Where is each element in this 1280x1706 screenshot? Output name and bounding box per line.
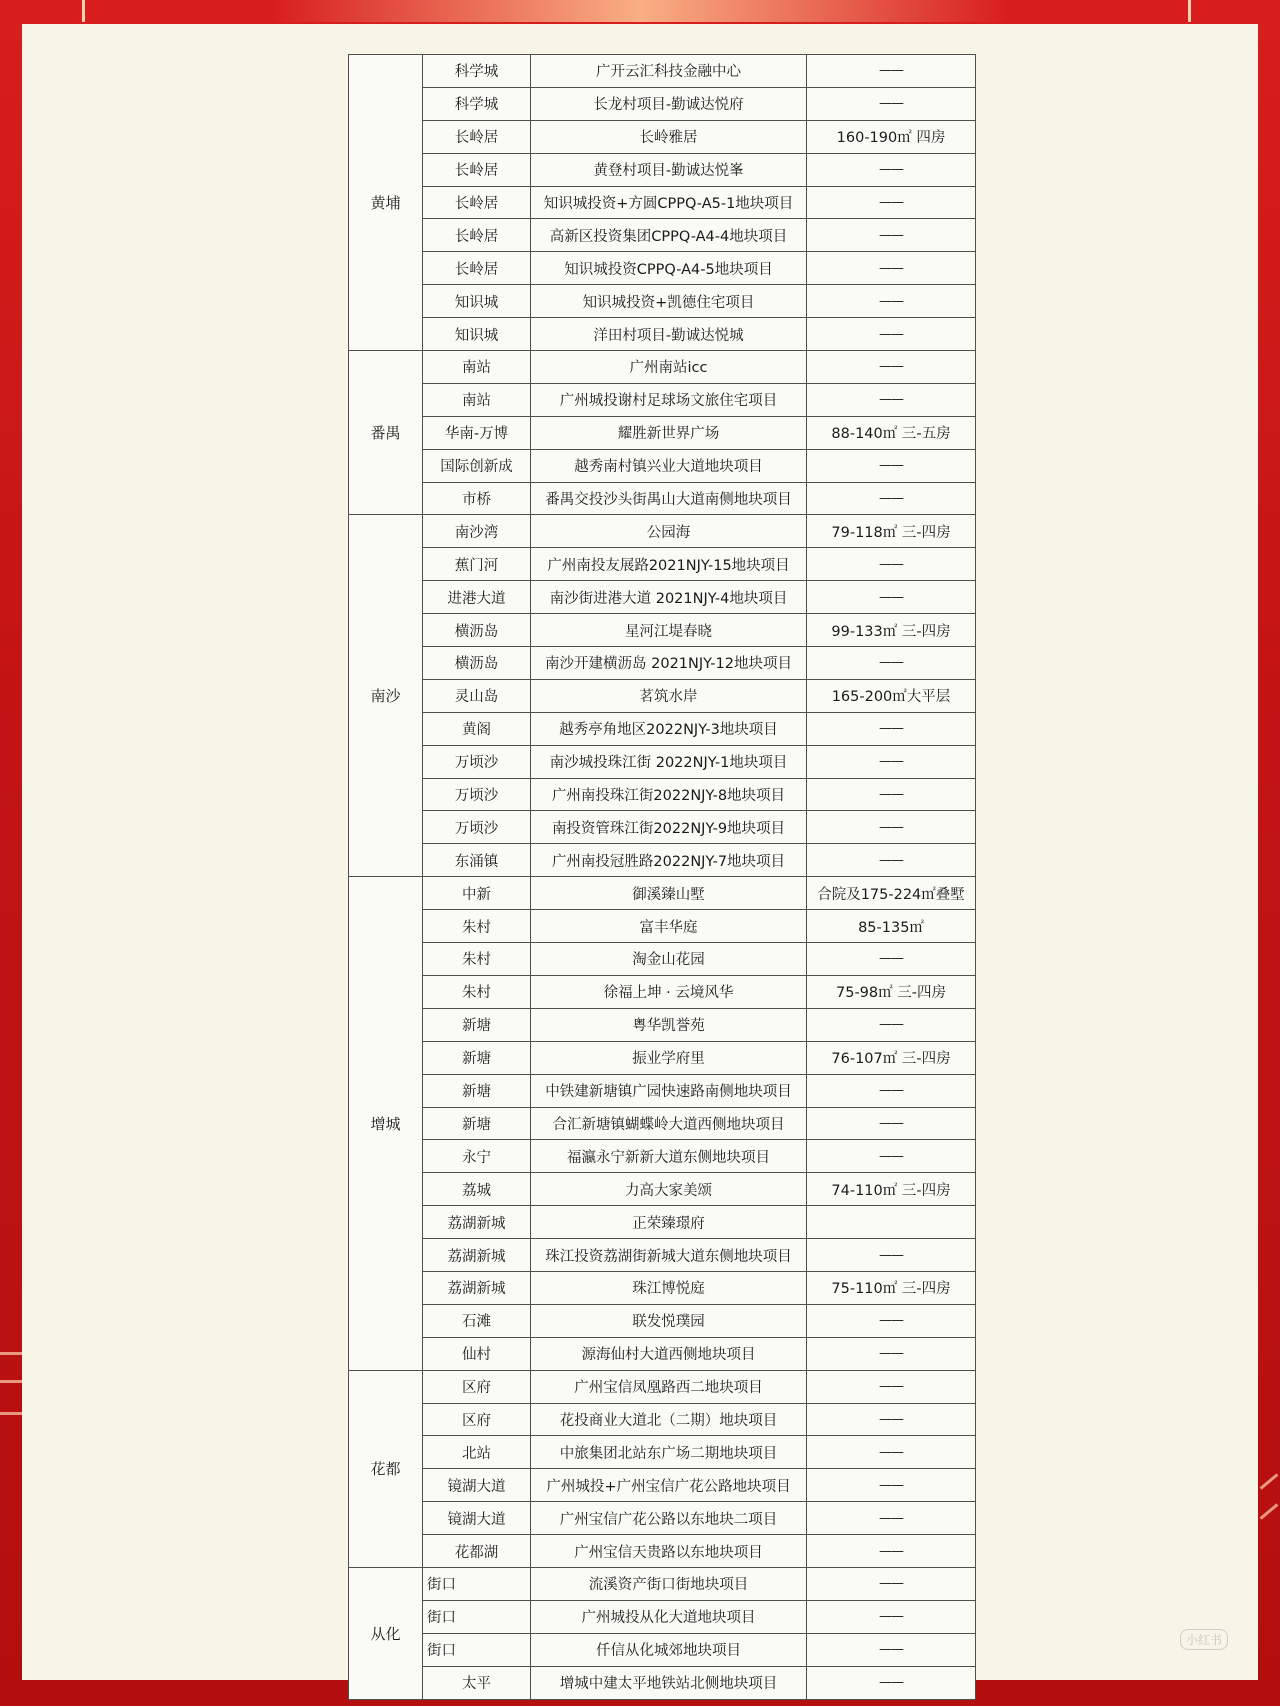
table-row	[349, 1403, 976, 1436]
project-cell: 广州宝信凤凰路西二地块项目	[531, 1370, 807, 1403]
project-table	[348, 54, 976, 1700]
size-cell: ——	[807, 1600, 976, 1633]
project-cell: 合汇新塘镇蝴蝶岭大道西侧地块项目	[531, 1107, 807, 1140]
project-cell: 知识城投资+凯德住宅项目	[531, 285, 807, 318]
table-row	[349, 844, 976, 877]
project-cell: 南投资管珠江街2022NJY-9地块项目	[531, 811, 807, 844]
area-cell: 国际创新成	[423, 449, 531, 482]
size-cell: 99-133㎡ 三-四房	[807, 614, 976, 647]
project-cell: 南沙开建横沥岛 2021NJY-12地块项目	[531, 647, 807, 680]
area-cell: 长岭居	[423, 120, 531, 153]
table-row	[349, 811, 976, 844]
project-cell: 广州城投+广州宝信广花公路地块项目	[531, 1469, 807, 1502]
project-cell: 广州宝信广花公路以东地块二项目	[531, 1502, 807, 1535]
table-row	[349, 1206, 976, 1239]
size-cell: 165-200㎡大平层	[807, 679, 976, 712]
project-cell: 粤华凯誉苑	[531, 1008, 807, 1041]
area-cell: 万顷沙	[423, 778, 531, 811]
size-cell: 85-135㎡	[807, 910, 976, 943]
project-cell: 广州南投友展路2021NJY-15地块项目	[531, 548, 807, 581]
table-row	[349, 1535, 976, 1568]
project-cell: 富丰华庭	[531, 910, 807, 943]
project-cell: 增城中建太平地铁站北侧地块项目	[531, 1666, 807, 1699]
size-cell: ——	[807, 778, 976, 811]
size-cell: ——	[807, 1567, 976, 1600]
table-row	[349, 679, 976, 712]
project-cell: 高新区投资集团CPPQ-A4-4地块项目	[531, 219, 807, 252]
project-cell: 长岭雅居	[531, 120, 807, 153]
size-cell: ——	[807, 548, 976, 581]
table-row	[349, 1173, 976, 1206]
table-row	[349, 975, 976, 1008]
area-cell: 北站	[423, 1436, 531, 1469]
district-cell: 增城	[349, 877, 423, 1370]
project-table-body	[349, 55, 976, 1700]
table-row	[349, 1502, 976, 1535]
table-row	[349, 1074, 976, 1107]
size-cell: ——	[807, 482, 976, 515]
size-cell: ——	[807, 1370, 976, 1403]
area-cell: 东涌镇	[423, 844, 531, 877]
area-cell: 万顷沙	[423, 811, 531, 844]
table-row	[349, 1008, 976, 1041]
table-row	[349, 449, 976, 482]
size-cell: ——	[807, 844, 976, 877]
table-row	[349, 1304, 976, 1337]
area-cell: 横沥岛	[423, 614, 531, 647]
area-cell: 街口	[423, 1633, 531, 1666]
area-cell: 华南-万博	[423, 416, 531, 449]
area-cell: 黄阁	[423, 712, 531, 745]
project-cell: 仟信从化城郊地块项目	[531, 1633, 807, 1666]
area-cell: 中新	[423, 877, 531, 910]
table-row	[349, 1600, 976, 1633]
area-cell: 新塘	[423, 1008, 531, 1041]
size-cell: 76-107㎡ 三-四房	[807, 1041, 976, 1074]
area-cell: 朱村	[423, 943, 531, 976]
size-cell: ——	[807, 383, 976, 416]
project-cell: 星河江堤春晓	[531, 614, 807, 647]
size-cell: ——	[807, 1535, 976, 1568]
table-row	[349, 943, 976, 976]
size-cell: ——	[807, 1140, 976, 1173]
size-cell: ——	[807, 745, 976, 778]
project-cell: 广州城投谢村足球场文旅住宅项目	[531, 383, 807, 416]
project-cell: 番禺交投沙头街禺山大道南侧地块项目	[531, 482, 807, 515]
size-cell: ——	[807, 153, 976, 186]
table-row	[349, 1107, 976, 1140]
project-cell: 广州城投从化大道地块项目	[531, 1600, 807, 1633]
area-cell: 镜湖大道	[423, 1469, 531, 1502]
project-cell: 福瀛永宁新新大道东侧地块项目	[531, 1140, 807, 1173]
table-row	[349, 87, 976, 120]
content-panel	[22, 24, 1258, 1693]
table-row	[349, 1370, 976, 1403]
project-cell: 淘金山花园	[531, 943, 807, 976]
area-cell: 南沙湾	[423, 515, 531, 548]
area-cell: 知识城	[423, 318, 531, 351]
area-cell: 新塘	[423, 1041, 531, 1074]
project-cell: 花投商业大道北（二期）地块项目	[531, 1403, 807, 1436]
project-cell: 御溪臻山墅	[531, 877, 807, 910]
area-cell: 区府	[423, 1370, 531, 1403]
project-cell: 广州宝信天贵路以东地块项目	[531, 1535, 807, 1568]
project-cell: 振业学府里	[531, 1041, 807, 1074]
project-cell: 正荣臻璟府	[531, 1206, 807, 1239]
project-cell: 珠江博悦庭	[531, 1271, 807, 1304]
right-stripe-decoration	[1260, 1503, 1279, 1519]
size-cell: ——	[807, 1304, 976, 1337]
table-row	[349, 219, 976, 252]
size-cell: ——	[807, 581, 976, 614]
table-row	[349, 1140, 976, 1173]
table-row	[349, 153, 976, 186]
watermark-badge: 小红书	[1180, 1629, 1228, 1650]
project-cell: 知识城投资CPPQ-A4-5地块项目	[531, 252, 807, 285]
area-cell: 花都湖	[423, 1535, 531, 1568]
frame-line-top	[82, 0, 85, 22]
size-cell: ——	[807, 1239, 976, 1272]
size-cell: ——	[807, 318, 976, 351]
size-cell: 88-140㎡ 三-五房	[807, 416, 976, 449]
project-cell: 公园海	[531, 515, 807, 548]
size-cell: 75-98㎡ 三-四房	[807, 975, 976, 1008]
project-cell: 耀胜新世界广场	[531, 416, 807, 449]
project-cell: 中旅集团北站东广场二期地块项目	[531, 1436, 807, 1469]
area-cell: 灵山岛	[423, 679, 531, 712]
size-cell	[807, 1206, 976, 1239]
size-cell: ——	[807, 1074, 976, 1107]
size-cell: ——	[807, 1633, 976, 1666]
table-row	[349, 548, 976, 581]
size-cell: ——	[807, 55, 976, 88]
area-cell: 朱村	[423, 975, 531, 1008]
size-cell: ——	[807, 1107, 976, 1140]
size-cell: 合院及175-224㎡叠墅	[807, 877, 976, 910]
size-cell: ——	[807, 1469, 976, 1502]
right-stripe-decoration	[1260, 1473, 1279, 1489]
table-row	[349, 186, 976, 219]
size-cell: ——	[807, 1502, 976, 1535]
left-stripe-decoration	[0, 1380, 22, 1383]
table-row	[349, 581, 976, 614]
size-cell: 75-110㎡ 三-四房	[807, 1271, 976, 1304]
area-cell: 永宁	[423, 1140, 531, 1173]
table-row	[349, 383, 976, 416]
project-cell: 联发悦璞园	[531, 1304, 807, 1337]
table-row	[349, 285, 976, 318]
area-cell: 蕉门河	[423, 548, 531, 581]
size-cell: 160-190㎡ 四房	[807, 120, 976, 153]
area-cell: 荔湖新城	[423, 1271, 531, 1304]
area-cell: 进港大道	[423, 581, 531, 614]
project-cell: 茗筑水岸	[531, 679, 807, 712]
project-cell: 力高大家美颂	[531, 1173, 807, 1206]
size-cell: ——	[807, 647, 976, 680]
area-cell: 科学城	[423, 87, 531, 120]
area-cell: 长岭居	[423, 153, 531, 186]
table-row	[349, 614, 976, 647]
project-cell: 中铁建新塘镇广园快速路南侧地块项目	[531, 1074, 807, 1107]
area-cell: 长岭居	[423, 219, 531, 252]
table-row	[349, 482, 976, 515]
table-row	[349, 351, 976, 384]
size-cell: ——	[807, 87, 976, 120]
area-cell: 街口	[423, 1600, 531, 1633]
district-cell: 南沙	[349, 515, 423, 877]
area-cell: 横沥岛	[423, 647, 531, 680]
table-row	[349, 318, 976, 351]
area-cell: 荔湖新城	[423, 1206, 531, 1239]
area-cell: 知识城	[423, 285, 531, 318]
table-row	[349, 1239, 976, 1272]
size-cell: ——	[807, 943, 976, 976]
area-cell: 石滩	[423, 1304, 531, 1337]
table-row	[349, 1567, 976, 1600]
size-cell: ——	[807, 219, 976, 252]
size-cell: ——	[807, 252, 976, 285]
area-cell: 长岭居	[423, 252, 531, 285]
project-cell: 徐福上坤 · 云境风华	[531, 975, 807, 1008]
table-row	[349, 745, 976, 778]
project-cell: 南沙街进港大道 2021NJY-4地块项目	[531, 581, 807, 614]
area-cell: 南站	[423, 351, 531, 384]
size-cell: ——	[807, 285, 976, 318]
area-cell: 南站	[423, 383, 531, 416]
table-row	[349, 515, 976, 548]
table-row	[349, 910, 976, 943]
project-cell: 流溪资产街口街地块项目	[531, 1567, 807, 1600]
project-cell: 广州南站icc	[531, 351, 807, 384]
table-row	[349, 778, 976, 811]
project-cell: 洋田村项目-勤诚达悦城	[531, 318, 807, 351]
top-glow-decoration	[270, 0, 1010, 22]
size-cell: ——	[807, 1337, 976, 1370]
area-cell: 街口	[423, 1567, 531, 1600]
project-cell: 黄登村项目-勤诚达悦峯	[531, 153, 807, 186]
size-cell: ——	[807, 351, 976, 384]
area-cell: 太平	[423, 1666, 531, 1699]
table-row	[349, 647, 976, 680]
project-cell: 广州南投冠胜路2022NJY-7地块项目	[531, 844, 807, 877]
left-stripe-decoration	[0, 1412, 22, 1415]
table-row	[349, 877, 976, 910]
table-row	[349, 1041, 976, 1074]
project-cell: 广开云汇科技金融中心	[531, 55, 807, 88]
district-cell: 从化	[349, 1567, 423, 1699]
table-row	[349, 1436, 976, 1469]
area-cell: 荔城	[423, 1173, 531, 1206]
area-cell: 科学城	[423, 55, 531, 88]
table-row	[349, 1469, 976, 1502]
size-cell: ——	[807, 1008, 976, 1041]
table-row	[349, 1666, 976, 1699]
size-cell: ——	[807, 1666, 976, 1699]
area-cell: 万顷沙	[423, 745, 531, 778]
district-cell: 花都	[349, 1370, 423, 1567]
project-cell: 源海仙村大道西侧地块项目	[531, 1337, 807, 1370]
area-cell: 荔湖新城	[423, 1239, 531, 1272]
project-cell: 知识城投资+方圆CPPQ-A5-1地块项目	[531, 186, 807, 219]
project-cell: 越秀亭角地区2022NJY-3地块项目	[531, 712, 807, 745]
table-row	[349, 1337, 976, 1370]
area-cell: 长岭居	[423, 186, 531, 219]
area-cell: 新塘	[423, 1107, 531, 1140]
size-cell: 74-110㎡ 三-四房	[807, 1173, 976, 1206]
table-row	[349, 55, 976, 88]
area-cell: 新塘	[423, 1074, 531, 1107]
area-cell: 市桥	[423, 482, 531, 515]
area-cell: 区府	[423, 1403, 531, 1436]
size-cell: ——	[807, 811, 976, 844]
project-cell: 广州南投珠江街2022NJY-8地块项目	[531, 778, 807, 811]
area-cell: 朱村	[423, 910, 531, 943]
district-cell: 黄埔	[349, 55, 423, 351]
table-row	[349, 120, 976, 153]
size-cell: ——	[807, 1403, 976, 1436]
table-row	[349, 1271, 976, 1304]
table-row	[349, 252, 976, 285]
district-cell: 番禺	[349, 351, 423, 515]
size-cell: ——	[807, 449, 976, 482]
size-cell: ——	[807, 1436, 976, 1469]
project-cell: 南沙城投珠江街 2022NJY-1地块项目	[531, 745, 807, 778]
table-row	[349, 416, 976, 449]
project-cell: 长龙村项目-勤诚达悦府	[531, 87, 807, 120]
size-cell: 79-118㎡ 三-四房	[807, 515, 976, 548]
size-cell: ——	[807, 186, 976, 219]
size-cell: ——	[807, 712, 976, 745]
frame-line-top-right	[1188, 0, 1191, 22]
table-row	[349, 1633, 976, 1666]
area-cell: 仙村	[423, 1337, 531, 1370]
project-cell: 越秀南村镇兴业大道地块项目	[531, 449, 807, 482]
area-cell: 镜湖大道	[423, 1502, 531, 1535]
table-row	[349, 712, 976, 745]
project-cell: 珠江投资荔湖街新城大道东侧地块项目	[531, 1239, 807, 1272]
left-stripe-decoration	[0, 1352, 22, 1355]
